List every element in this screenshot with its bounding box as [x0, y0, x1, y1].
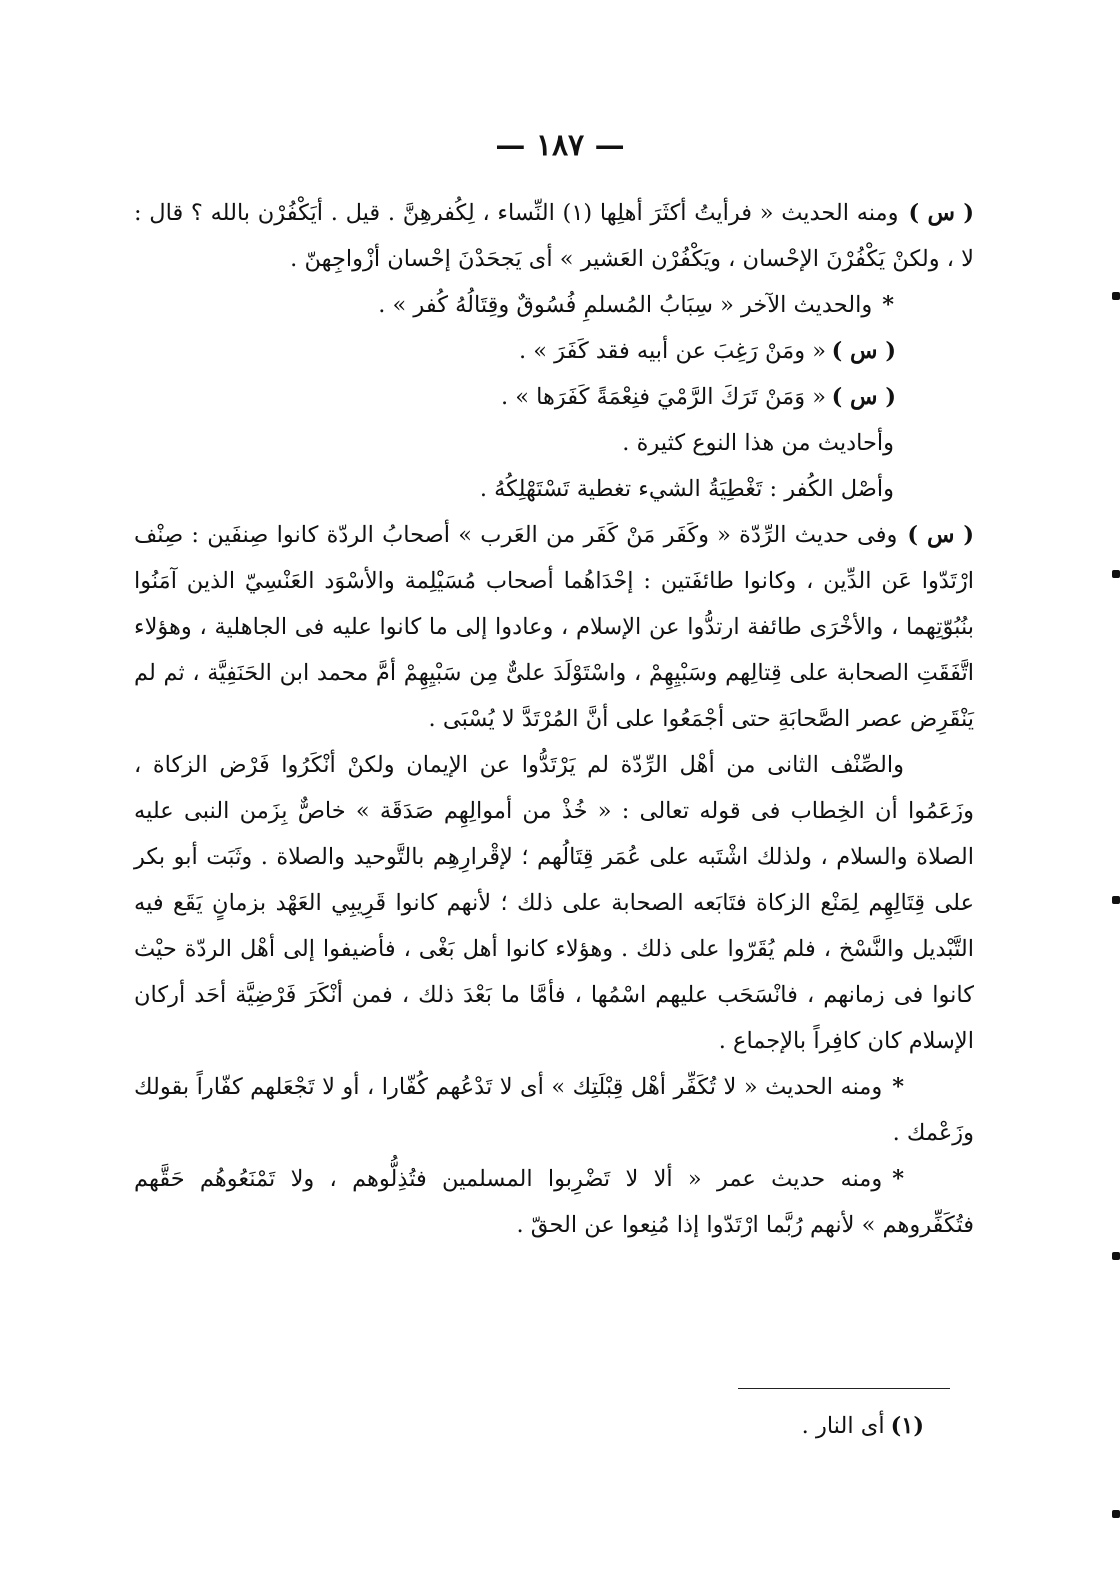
paragraph-6 [134, 466, 974, 512]
paragraph-3 [134, 328, 974, 374]
paragraph-text: « ومَنْ رَغِبَ عن أبيه فقد كَفَرَ » . [518, 338, 826, 364]
footnote [802, 1406, 924, 1446]
paragraph-text: وأصْل الكُفر : تَغْطِيَةُ الشيء تغطية تَسْتَهْلِكُهُ . [479, 476, 894, 502]
paragraph-text: ومنه حديث عمر « ألا لا تَضْرِبوا المسلمين فتُذِلُّوهم ، ولا تَمْنَعُوهُم حَقَّهم فتُكَفِّروهم » لأنهم رُبَّما ارْتَدّوا إذا مُنِعوا عن الحقّ . [134, 1166, 974, 1238]
paragraph-7 [134, 512, 974, 742]
paragraph-text: ومنه الحديث « لا تُكَفِّر أهْل قِبْلَتِك » أى لا تَدْعُهم كُفّارا ، أو لا تَجْعَلهم كفّاراً بقولك وزَعْمك . [134, 1074, 974, 1146]
paragraph-text: والصِّنْف الثانى من أهْل الرِّدّة لم يَرْتَدُّوا عن الإيمان ولكنْ أنْكَرُوا فَرْض الزكاة ، وزَعَمُوا أن الخِطاب فى قوله تعالى : « خُذْ من أموالِهِم صَدَقَة » خاصٌّ بِزَمن النبى عليه الصلاة والسلام ، ولذلك اشْتَبه على عُمَر قِتَالُهم ؛ لإقْرارِهِم بالتَّوحيد والصلاة . وثَبَت أبو بكر على قِتَالِهِم لِمَنْع الزكاة فتَابَعه الصحابة على ذلك ؛ لأنهم كانوا قَرِيبِي العَهْد بزمانٍ يَقَع فيه التَّبْديل والنَّسْخ ، فلم يُقَرّوا على ذلك . وهؤلاء كانوا أهل بَغْى ، فأضيفوا إلى أهْل الردّة حيْث كانوا فى زمانهم ، فانْسَحَب عليهم اسْمُها ، فأمَّا ما بَعْدَ ذلك ، فمن أنْكَرَ فَرْضِيَّة أحَد أركان الإسلام كان كافِراً بالإجماع . [134, 752, 974, 1054]
paragraph-2 [134, 282, 974, 328]
main-text [134, 190, 974, 1248]
paragraph-marker: ( س ) [908, 200, 974, 226]
paragraph-5 [134, 420, 974, 466]
scan-edge-mark [1112, 570, 1120, 578]
paragraph-marker: ( س ) [831, 384, 896, 410]
paragraph-4 [134, 374, 974, 420]
paragraph-marker: * [892, 1166, 904, 1192]
footnote-text: أى النار . [801, 1413, 885, 1439]
paragraph-text: وفى حديث الرِّدّة « وكَفَر مَنْ كَفَر من العَرب » أصحابُ الردّة كانوا صِنفَين : صِنْف ارْتَدّوا عَن الدِّين ، وكانوا طائفَتين : إحْدَاهُما أصحاب مُسَيْلِمة والأسْوَد العَنْسِيّ الذين آمَنُوا بنُبُوّتِهما ، والأخْرَى طائفة ارتدُّوا عن الإسلام ، وعادوا إلى ما كانوا عليه فى الجاهلية ، وهؤلاء اتَّفَقَتِ الصحابة على قِتالِهم وسَبْيِهِمْ ، واسْتَوْلَدَ علىٌّ مِن سَبْيِهِمْ أمَّ محمد ابن الحَنَفِيَّة ، ثم لم يَنْقَرِض عصر الصَّحابَةِ حتى أجْمَعُوا على أنَّ المُرْتَدَّ لا يُسْبَى . [134, 522, 974, 732]
paragraph-9 [134, 1064, 974, 1156]
scan-edge-mark [1112, 896, 1120, 904]
paragraph-text: وأحاديث من هذا النوع كثيرة . [622, 430, 894, 456]
paragraph-text: « وَمَنْ تَرَكَ الرَّمْيَ فنِعْمَةً كَفَرَها » . [500, 384, 826, 410]
paragraph-marker: * [882, 292, 894, 318]
scan-edge-mark [1112, 292, 1120, 300]
scan-edge-mark [1112, 1252, 1120, 1260]
page-number: — ١٨٧ — [495, 128, 625, 163]
scan-edge-mark [1112, 1510, 1120, 1518]
paragraph-marker: ( س ) [831, 338, 896, 364]
paragraph-marker: * [892, 1074, 904, 1100]
paragraph-10 [134, 1156, 974, 1248]
footnote-number: (١) [890, 1413, 924, 1439]
paragraph-marker: ( س ) [907, 522, 974, 548]
paragraph-8 [134, 742, 974, 1064]
paragraph-1 [134, 190, 974, 282]
paragraph-text: والحديث الآخر « سِبَابُ المُسلمِ فُسُوقٌ وقِتَالُهُ كُفر » . [378, 292, 873, 318]
paragraph-text: ومنه الحديث « فرأيتُ أكثَرَ أهلِها (١) النِّساء ، لِكُفرهِنَّ . قيل . أيَكْفُرْن بالله ؟ قال : لا ، ولكنْ يَكْفُرْنَ الإحْسان ، ويَكْفُرْن العَشير » أى يَجحَدْنَ إحْسان أزْواجِهنّ . [134, 200, 974, 272]
footnote-divider [738, 1388, 950, 1389]
